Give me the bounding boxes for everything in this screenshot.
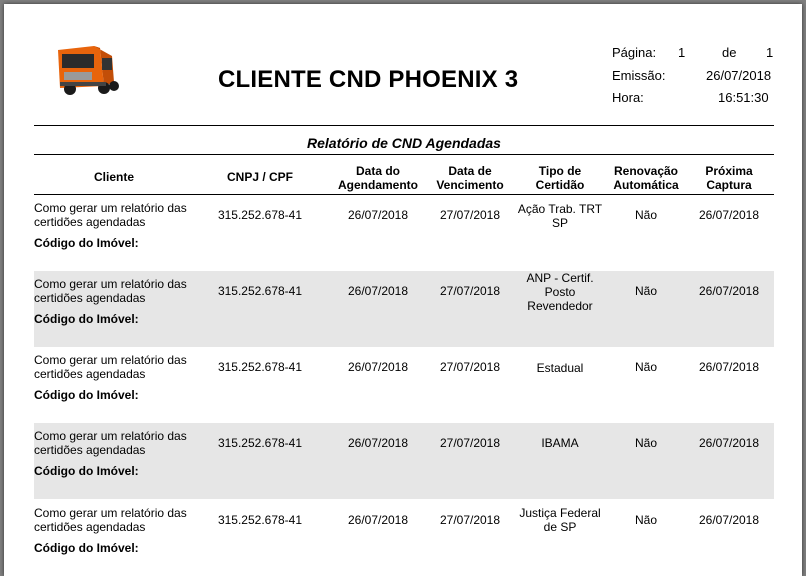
- col-header-tipo: Tipo de Certidão: [535, 164, 585, 192]
- pagina-number: 1: [678, 45, 686, 60]
- de-label: de: [722, 45, 737, 60]
- pagina-total: 1: [766, 45, 774, 60]
- renovacao-value: Não: [634, 208, 657, 222]
- agendamento-date: 26/07/2018: [347, 208, 409, 222]
- col-header-proxima: Próxima Captura: [705, 164, 753, 192]
- cnpj-value: 315.252.678-41: [217, 513, 303, 527]
- tipo-certidao: Estadual: [536, 361, 584, 375]
- vencimento-date: 27/07/2018: [439, 284, 501, 298]
- renovacao-value: Não: [634, 513, 657, 527]
- table-row: [34, 423, 774, 499]
- col-header-cliente: Cliente: [93, 170, 134, 184]
- pagina-label: Página:: [612, 45, 657, 60]
- renovacao-value: Não: [634, 436, 657, 450]
- tipo-certidao: Ação Trab. TRT SP: [517, 202, 603, 230]
- table-row: [34, 347, 774, 423]
- codigo-imovel-label: Código do Imóvel:: [34, 312, 139, 326]
- codigo-imovel-label: Código do Imóvel:: [34, 388, 139, 402]
- report-title: CLIENTE CND PHOENIX 3: [218, 66, 519, 93]
- proxima-captura-date: 26/07/2018: [698, 208, 760, 222]
- cliente-name: Como gerar um relatório das certidões agendadas: [34, 429, 187, 457]
- cnpj-value: 315.252.678-41: [217, 360, 303, 374]
- col-header-renovacao: Renovação Automática: [613, 164, 679, 192]
- vencimento-date: 27/07/2018: [439, 436, 501, 450]
- agendamento-date: 26/07/2018: [347, 513, 409, 527]
- cnpj-value: 315.252.678-41: [217, 208, 303, 222]
- col-header-cnpj: CNPJ / CPF: [226, 170, 293, 184]
- report-page: [4, 4, 802, 576]
- codigo-imovel-label: Código do Imóvel:: [34, 541, 139, 555]
- table-row: [34, 271, 774, 347]
- cliente-name: Como gerar um relatório das certidões agendadas: [34, 506, 187, 534]
- proxima-captura-date: 26/07/2018: [698, 360, 760, 374]
- vencimento-date: 27/07/2018: [439, 513, 501, 527]
- cnpj-value: 315.252.678-41: [217, 436, 303, 450]
- proxima-captura-date: 26/07/2018: [698, 513, 760, 527]
- report-subtitle: Relatório de CND Agendadas: [307, 135, 501, 151]
- tipo-certidao: Justiça Federal de SP: [519, 506, 601, 534]
- proxima-captura-date: 26/07/2018: [698, 436, 760, 450]
- hora-label: Hora:: [612, 90, 644, 105]
- agendamento-date: 26/07/2018: [347, 436, 409, 450]
- subtitle-divider: [34, 154, 774, 155]
- cliente-name: Como gerar um relatório das certidões agendadas: [34, 201, 187, 229]
- vencimento-date: 27/07/2018: [439, 208, 501, 222]
- truck-logo-icon: [48, 36, 122, 98]
- table-row: [34, 499, 774, 575]
- cliente-name: Como gerar um relatório das certidões agendadas: [34, 277, 187, 305]
- tipo-certidao: ANP - Certif. Posto Revendedor: [526, 271, 594, 313]
- agendamento-date: 26/07/2018: [347, 284, 409, 298]
- hora-value: 16:51:30: [718, 90, 769, 105]
- proxima-captura-date: 26/07/2018: [698, 284, 760, 298]
- emissao-value: 26/07/2018: [706, 68, 772, 83]
- cnpj-value: 315.252.678-41: [217, 284, 303, 298]
- vencimento-date: 27/07/2018: [439, 360, 501, 374]
- cliente-name: Como gerar um relatório das certidões agendadas: [34, 353, 187, 381]
- tipo-certidao: IBAMA: [541, 436, 579, 450]
- renovacao-value: Não: [634, 284, 657, 298]
- table-row: [34, 195, 774, 271]
- renovacao-value: Não: [634, 360, 657, 374]
- col-header-agendamento: Data do Agendamento: [337, 164, 418, 192]
- header-divider: [34, 125, 774, 126]
- emissao-label: Emissão:: [612, 68, 666, 83]
- col-header-vencimento: Data de Vencimento: [436, 164, 504, 192]
- codigo-imovel-label: Código do Imóvel:: [34, 236, 139, 250]
- codigo-imovel-label: Código do Imóvel:: [34, 464, 139, 478]
- agendamento-date: 26/07/2018: [347, 360, 409, 374]
